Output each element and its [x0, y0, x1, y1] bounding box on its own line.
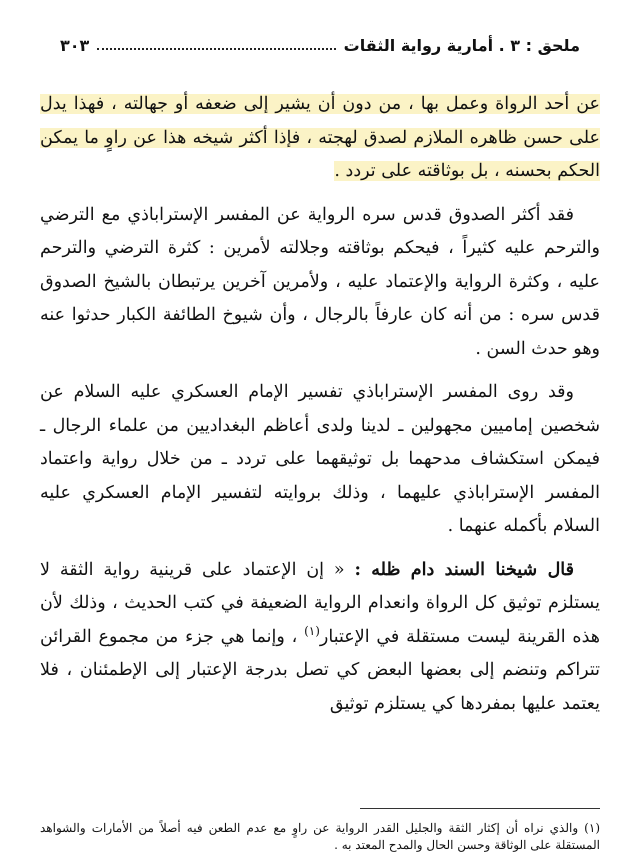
page-number: ٣٠٣	[60, 35, 90, 55]
footnotes	[40, 820, 600, 854]
paragraph-4	[40, 554, 600, 722]
running-header-title: ملحق : ٣ . أمارية رواية الثقات	[343, 35, 580, 55]
paragraph-3: وقد روى المفسر الإستراباذي تفسير الإمام العسكري عليه السلام عن شخصين إماميين مجهولين ـ لدينا ولدى أعاظم البغداديين من علماء الرجال ـ فيمكن استكشاف مدحهما بل توثيقهما على تردد ـ من خلال رواية واعتماد المفسر الإستراباذي عليهما ، وذلك بروايته لتفسير الإمام العسكري عليه السلام بأكمله عنهما .	[40, 382, 600, 536]
quote-text-part-1: « إن الإعتماد على قرينية رواية الثقة لا يستلزم توثيق كل الرواة وانعدام الرواية الضعيفة في كتب الحديث ، وذلك لأن هذه القرينة ليست مستقلة في الإعتبار	[40, 559, 600, 647]
highlighted-passage: عن أحد الرواة وعمل بها ، من دون أن يشير إلى ضعفه أو جهالته ، فهذا يدل على حسن ظاهره الملازم لصدق لهجته ، فإذا أكثر شيخه هذا عن راوٍ ما يمكن الحكم بحسنه ، بل بوثاقته على تردد .	[40, 94, 600, 181]
footnote-1: (١) والذي نراه أن إكثار الثقة والجليل القدر الرواية عن راوٍ مع عدم الطعن فيه أصلاً من الأمارات والشواهد المستقلة على الوثاقة وحسن الحال والمدح المعتد به .	[40, 821, 600, 852]
paragraph-2: فقد أكثر الصدوق قدس سره الرواية عن المفسر الإستراباذي مع الترضي والترحم عليه كثيراً ، فيحكم بوثاقته وجلالته لأمرين : كثرة الترضي والترحم عليه ، وكثرة الرواية والإعتماد عليه ، ولأمرين آخرين يرتبطان بالشيخ الصدوق قدس سره : من أنه كان عارفاً بالرجال ، وأن شيوخ الطائفة الكبار حدثوا عنه وهو حدث السن .	[40, 204, 600, 359]
header-dotted-leader	[97, 48, 335, 50]
footnote-separator	[360, 808, 600, 809]
quote-text-part-2: ، وإنما هي جزء من مجموع القرائن تتراكم وتنضم إلى بعضها البعض كي تصل بدرجة الإعتبار إلى الإطمئنان ، فلا يعتمد عليها بمفردها كي يستلزم توثيق	[40, 626, 600, 714]
main-text	[40, 88, 600, 731]
paragraph-1	[40, 88, 600, 189]
footnote-reference[interactable]: (١)	[304, 623, 320, 638]
running-header	[60, 30, 580, 60]
quote-attribution: قال شيخنا السند دام ظله :	[354, 559, 574, 580]
